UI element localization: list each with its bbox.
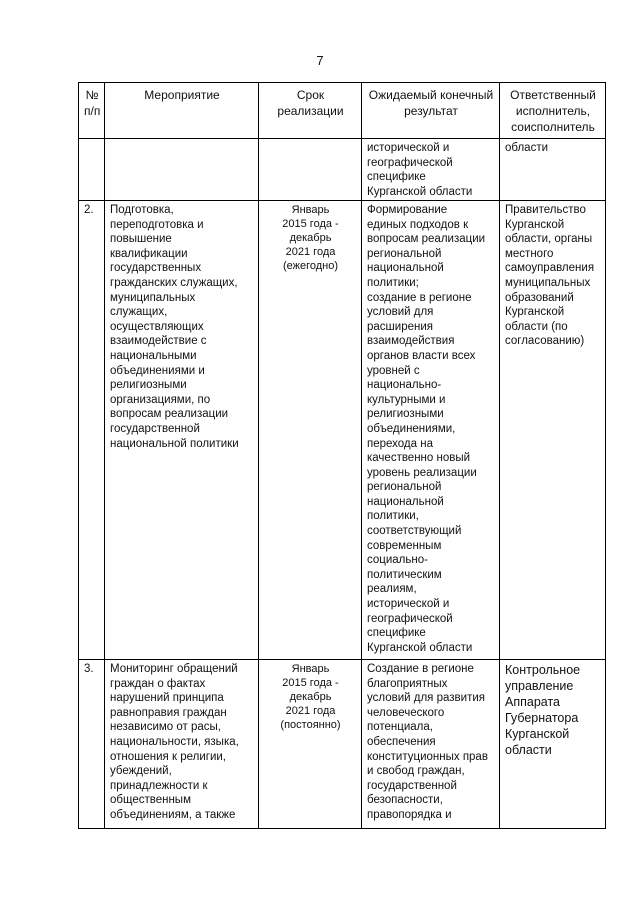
text-line: национальной: [367, 262, 444, 275]
text-line: Контрольное: [505, 663, 581, 677]
header-number: [79, 83, 105, 139]
text-line: национально-: [367, 379, 442, 392]
text-line: безопасности,: [367, 794, 443, 807]
row-measure: [105, 660, 259, 829]
text-line: соответствующий: [367, 525, 462, 538]
row-responsible: [500, 139, 606, 201]
text-line: отношения к религии,: [110, 750, 226, 763]
row-result: [362, 660, 500, 829]
text-line: п/п: [84, 104, 101, 118]
text-line: Январь: [291, 204, 330, 216]
text-line: Правительство: [505, 204, 586, 216]
text-line: Мониторинг обращений: [110, 663, 238, 675]
text-line: осуществляющих: [110, 320, 204, 333]
text-line: 2021 года: [285, 705, 336, 717]
text-line: повышение: [110, 233, 172, 246]
text-line: специфике: [367, 171, 426, 184]
text-line: области: [505, 142, 549, 154]
text-line: Январь: [291, 663, 330, 675]
text-line: согласованию): [505, 335, 585, 348]
text-line: политики,: [367, 510, 419, 523]
text-line: единых подходов к: [367, 218, 469, 231]
text-line: обеспечения: [367, 735, 436, 748]
text-line: Аппарата: [505, 695, 560, 709]
text-line: политики;: [367, 276, 419, 289]
text-line: убеждений,: [110, 765, 172, 778]
text-line: переподготовка и: [110, 218, 204, 231]
text-line: управление: [505, 679, 574, 693]
text-line: декабрь: [289, 232, 332, 244]
text-line: Мероприятие: [144, 88, 220, 102]
text-line: №: [85, 88, 99, 102]
text-line: Подготовка,: [110, 204, 174, 216]
text-line: национальности, языка,: [110, 735, 239, 748]
text-line: общественным: [110, 794, 191, 807]
header-measure: [105, 83, 259, 139]
text-line: 2015 года -: [282, 677, 339, 689]
text-line: Формирование: [367, 204, 448, 216]
text-line: области (по: [505, 320, 568, 333]
text-line: создание в регионе: [367, 291, 472, 304]
text-line: органов власти всех: [367, 349, 476, 362]
text-line: государственных: [110, 262, 202, 275]
text-line: региональной: [367, 481, 442, 494]
text-line: Срок: [296, 88, 325, 102]
header-term: [259, 83, 362, 139]
text-line: области: [505, 743, 552, 757]
table-header-row: [79, 83, 606, 139]
text-line: исторической и: [367, 598, 450, 611]
text-line: Курганской: [505, 306, 565, 319]
text-line: квалификации: [110, 247, 188, 260]
text-line: условий для развития: [367, 692, 485, 705]
text-line: государственной: [110, 422, 200, 435]
text-line: соисполнитель: [511, 120, 595, 134]
text-line: специфике: [367, 627, 426, 640]
text-line: реализации: [277, 104, 344, 118]
row-term: [259, 201, 362, 660]
text-line: 2021 года: [285, 246, 336, 258]
text-line: Ответственный: [510, 88, 596, 102]
table-row: [79, 139, 606, 201]
text-line: независимо от расы,: [110, 721, 221, 734]
row-measure: [105, 201, 259, 660]
text-line: национальной политики: [110, 437, 239, 450]
text-line: перехода на: [367, 437, 433, 450]
text-line: культурными и: [367, 393, 446, 406]
text-line: религиозными: [367, 408, 444, 421]
text-line: вопросам реализации: [110, 408, 229, 421]
text-line: политическим: [367, 568, 442, 581]
text-line: взаимодействия: [367, 335, 455, 348]
header-responsible: [500, 83, 606, 139]
text-line: современным: [367, 539, 442, 552]
text-line: местного: [505, 247, 554, 260]
header-result: [362, 83, 500, 139]
text-line: граждан о фактах: [110, 677, 206, 690]
text-line: Курганской: [505, 218, 565, 231]
text-line: результат: [404, 104, 458, 118]
row-number: 3.: [79, 660, 105, 829]
row-result: [362, 139, 500, 201]
text-line: нарушений принципа: [110, 692, 224, 705]
text-line: организациями, по: [110, 393, 211, 406]
text-line: условий для: [367, 306, 434, 319]
text-line: реалиям,: [367, 583, 417, 596]
text-line: принадлежности к: [110, 779, 208, 792]
text-line: 2015 года -: [282, 218, 339, 230]
text-line: объединениями и: [110, 364, 205, 377]
text-line: Ожидаемый конечный: [368, 88, 494, 102]
text-line: исторической и: [367, 142, 450, 154]
text-line: Губернатора: [505, 711, 579, 725]
text-line: благоприятных: [367, 677, 448, 690]
text-line: самоуправления: [505, 262, 595, 275]
text-line: религиозными: [110, 379, 187, 392]
row-responsible: [500, 660, 606, 829]
text-line: социально-: [367, 554, 428, 567]
text-line: декабрь: [289, 691, 332, 703]
text-line: и свобод граждан,: [367, 765, 465, 778]
text-line: национальными: [110, 349, 197, 362]
row-measure: [105, 139, 259, 201]
text-line: расширения: [367, 320, 433, 333]
row-number: 2.: [79, 201, 105, 660]
text-line: объединениям, а также: [110, 808, 236, 821]
row-number: [79, 139, 105, 201]
row-responsible: [500, 201, 606, 660]
text-line: (постоянно): [280, 719, 341, 731]
text-line: потенциала,: [367, 721, 433, 734]
text-line: уровней с: [367, 364, 420, 377]
text-line: уровень реализации: [367, 466, 477, 479]
text-line: взаимодействие с: [110, 335, 207, 348]
text-line: равноправия граждан: [110, 706, 227, 719]
text-line: региональной: [367, 247, 442, 260]
text-line: национальной: [367, 495, 444, 508]
text-line: человеческого: [367, 706, 445, 719]
row-term: [259, 139, 362, 201]
text-line: исполнитель,: [515, 104, 591, 118]
text-line: Создание в регионе: [367, 663, 474, 675]
measures-table: [78, 82, 606, 829]
row-result: [362, 201, 500, 660]
text-line: правопорядка и: [367, 808, 452, 821]
text-line: вопросам реализации: [367, 233, 486, 246]
text-line: Курганской области: [367, 185, 473, 198]
text-line: конституционных прав: [367, 750, 488, 763]
text-line: Курганской: [505, 727, 570, 741]
row-term: [259, 660, 362, 829]
page-number: 7: [316, 53, 324, 68]
text-line: Курганской области: [367, 641, 473, 654]
text-line: образований: [505, 291, 574, 304]
text-line: географической: [367, 156, 453, 169]
text-line: служащих,: [110, 306, 168, 319]
text-line: географической: [367, 612, 453, 625]
text-line: государственной: [367, 779, 457, 792]
text-line: муниципальных: [110, 291, 196, 304]
text-line: объединениями,: [367, 422, 456, 435]
text-line: (ежегодно): [282, 260, 339, 272]
text-line: области, органы: [505, 233, 593, 246]
table-row: [79, 201, 606, 660]
text-line: муниципальных: [505, 276, 591, 289]
table-row: [79, 660, 606, 829]
text-line: гражданских служащих,: [110, 276, 238, 289]
text-line: качественно новый: [367, 452, 471, 465]
